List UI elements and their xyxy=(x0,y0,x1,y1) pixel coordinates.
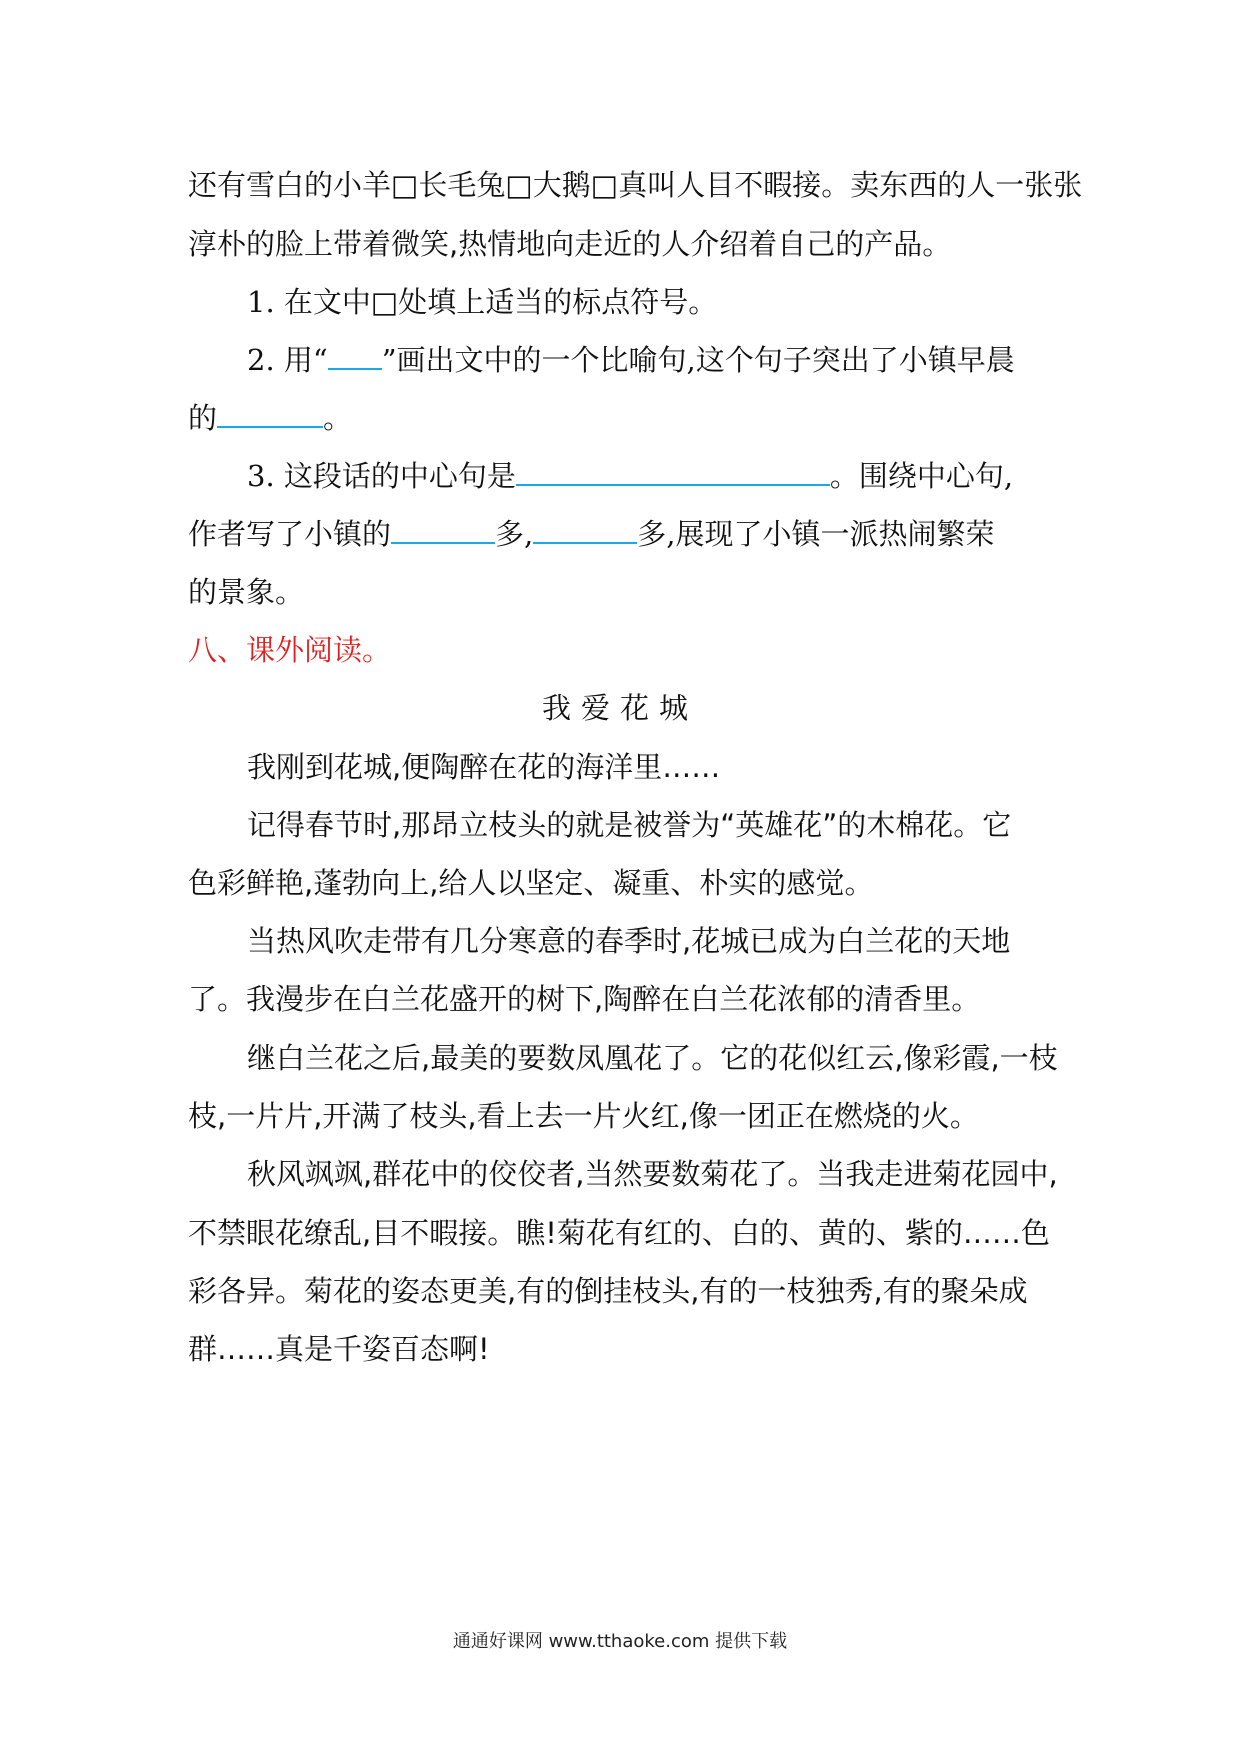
question-2-line-1 xyxy=(247,338,1015,382)
reading-line-9: 不禁眼花缭乱,目不暇接。瞧!菊花有红的、白的、黄的、紫的……色 xyxy=(188,1216,1050,1250)
reading-line-8: 秋风飒飒,群花中的佼佼者,当然要数菊花了。当我走进菊花园中, xyxy=(247,1157,1058,1191)
question-3-line-3: 的景象。 xyxy=(188,575,305,609)
question-3-text-c: 作者写了小镇的 xyxy=(188,517,392,551)
question-2-text-c: 的 xyxy=(188,401,218,435)
answer-blank-feature[interactable] xyxy=(217,400,323,428)
section-heading: 八、课外阅读。 xyxy=(188,633,392,667)
answer-blank-central-sentence[interactable] xyxy=(516,458,830,486)
answer-blank-line-symbol[interactable] xyxy=(328,342,382,370)
reading-line-6: 继白兰花之后,最美的要数凤凰花了。它的花似红云,像彩霞,一枝 xyxy=(247,1041,1058,1075)
passage-line-2: 淳朴的脸上带着微笑,热情地向走近的人介绍着自己的产品。 xyxy=(188,227,952,261)
reading-line-3: 色彩鲜艳,蓬勃向上,给人以坚定、凝重、朴实的感觉。 xyxy=(188,866,874,900)
reading-line-1: 我刚到花城,便陶醉在花的海洋里…… xyxy=(247,750,721,784)
question-3-line-2 xyxy=(188,512,994,556)
question-2-text-b: ”画出文中的一个比喻句,这个句子突出了小镇早晨 xyxy=(381,343,1015,377)
reading-line-2: 记得春节时,那昂立枝头的就是被誉为“英雄花”的木棉花。它 xyxy=(247,808,1012,842)
question-3-text-e: 多,展现了小镇一派热闹繁荣 xyxy=(637,517,995,551)
reading-line-5: 了。我漫步在白兰花盛开的树下,陶醉在白兰花浓郁的清香里。 xyxy=(188,982,981,1016)
question-3-text-b: 。围绕中心句, xyxy=(829,459,1014,493)
question-2-line-2 xyxy=(188,396,352,440)
question-1: 1. 在文中□处填上适当的标点符号。 xyxy=(247,285,718,319)
page-footer: 通通好课网 www.tthaoke.com 提供下载 xyxy=(452,1631,788,1652)
reading-line-7: 枝,一片片,开满了枝头,看上去一片火红,像一团正在燃烧的火。 xyxy=(188,1099,979,1133)
passage-title: 我爱花城 xyxy=(541,691,698,725)
answer-blank-second-aspect[interactable] xyxy=(533,516,637,544)
question-3-text-d: 多, xyxy=(495,517,534,551)
reading-line-10: 彩各异。菊花的姿态更美,有的倒挂枝头,有的一枝独秀,有的聚朵成 xyxy=(188,1274,1028,1308)
question-2-text-d: 。 xyxy=(323,401,353,435)
reading-line-4: 当热风吹走带有几分寒意的春季时,花城已成为白兰花的天地 xyxy=(247,924,1011,958)
answer-blank-first-aspect[interactable] xyxy=(391,516,495,544)
question-2-text-a: 2. 用“ xyxy=(247,343,328,377)
reading-line-11: 群……真是千姿百态啊! xyxy=(188,1332,490,1366)
question-3-line-1 xyxy=(247,454,1013,498)
passage-line-1: 还有雪白的小羊□长毛兔□大鹅□真叫人目不暇接。卖东西的人一张张 xyxy=(188,168,1083,202)
question-3-text-a: 3. 这段话的中心句是 xyxy=(247,459,516,493)
